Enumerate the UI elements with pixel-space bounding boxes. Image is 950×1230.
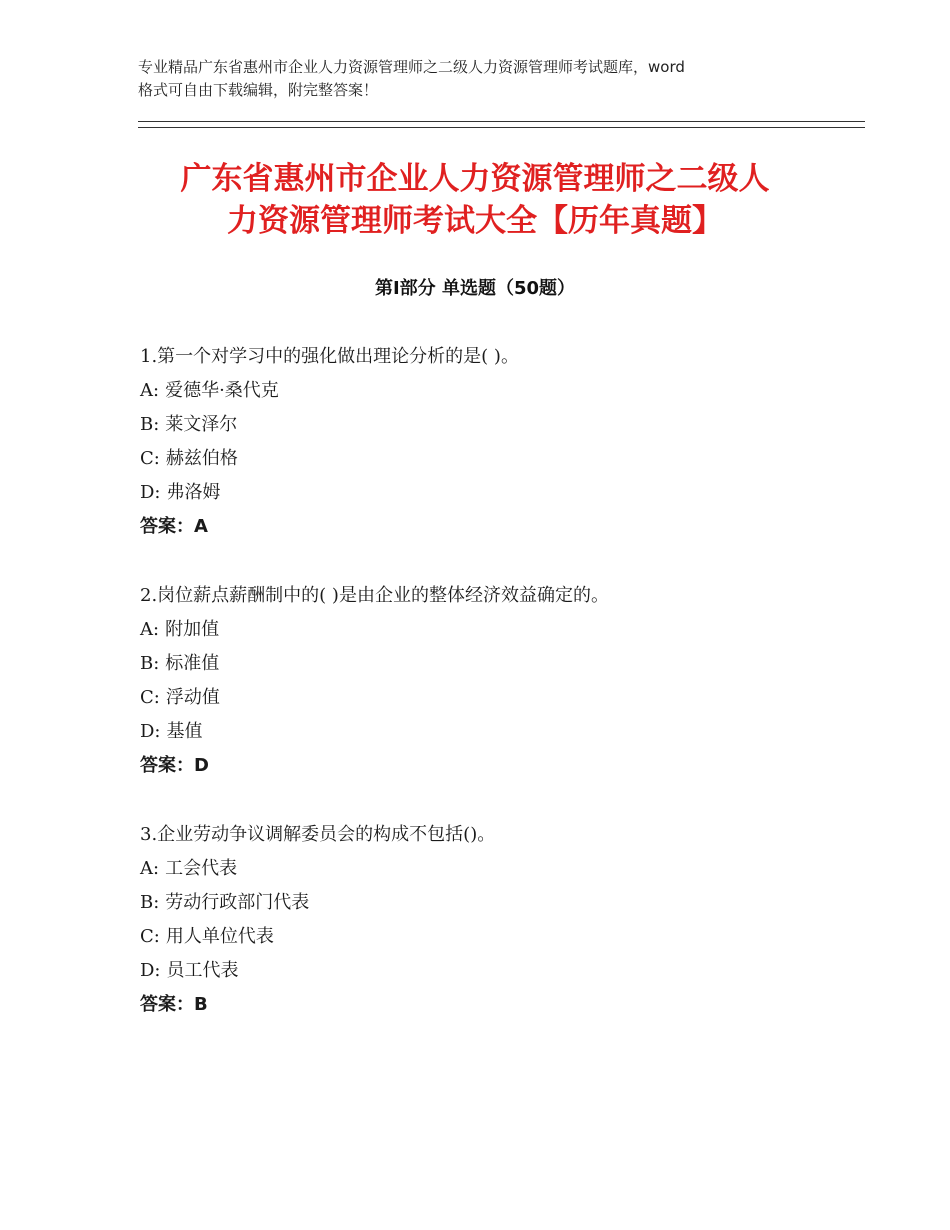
option-text: 基值 xyxy=(166,721,203,742)
option-text: 爱德华·桑代克 xyxy=(165,380,279,401)
option-a xyxy=(140,852,860,886)
option-c xyxy=(140,681,860,715)
question-stem: 2.岗位薪点薪酬制中的( )是由企业的整体经济效益确定的。 xyxy=(140,585,609,606)
option-letter: A: xyxy=(140,619,160,640)
option-b xyxy=(140,408,860,442)
question-stem: 3.企业劳动争议调解委员会的构成不包括()。 xyxy=(140,824,496,845)
option-a xyxy=(140,613,860,647)
option-text: 用人单位代表 xyxy=(165,926,274,947)
section-heading: 第Ⅰ部分 单选题（50题） xyxy=(374,278,575,299)
question-2 xyxy=(140,579,860,783)
option-text: 莱文泽尔 xyxy=(165,414,238,435)
option-b xyxy=(140,886,860,920)
option-c xyxy=(140,442,860,476)
document-title-line-2: 力资源管理师考试大全【历年真题】 xyxy=(227,203,723,239)
option-letter: A: xyxy=(140,858,160,879)
option-letter: A: xyxy=(140,380,160,401)
question-1 xyxy=(140,340,860,544)
option-text: 工会代表 xyxy=(165,858,238,879)
option-d xyxy=(140,476,860,510)
option-text: 附加值 xyxy=(165,619,220,640)
option-d xyxy=(140,715,860,749)
option-text: 弗洛姆 xyxy=(166,482,221,503)
option-letter: B: xyxy=(140,892,160,913)
option-letter: C: xyxy=(140,687,160,708)
option-letter: D: xyxy=(140,960,161,981)
answer-line: 答案：D xyxy=(140,755,209,776)
option-letter: B: xyxy=(140,653,160,674)
document-title-line-1: 广东省惠州市企业人力资源管理师之二级人 xyxy=(180,161,770,197)
option-text: 浮动值 xyxy=(165,687,220,708)
option-letter: C: xyxy=(140,926,160,947)
header-note-line-1: 专业精品广东省惠州市企业人力资源管理师之二级人力资源管理师考试题库，word xyxy=(138,58,685,76)
document-title xyxy=(0,158,950,242)
option-c xyxy=(140,920,860,954)
header-note-line-2: 格式可自由下载编辑，附完整答案！ xyxy=(138,81,379,99)
option-d xyxy=(140,954,860,988)
option-a xyxy=(140,374,860,408)
answer-line: 答案：B xyxy=(140,994,208,1015)
option-letter: D: xyxy=(140,482,161,503)
option-letter: C: xyxy=(140,448,160,469)
option-text: 赫兹伯格 xyxy=(165,448,238,469)
option-text: 员工代表 xyxy=(166,960,239,981)
question-3 xyxy=(140,818,860,1022)
option-text: 劳动行政部门代表 xyxy=(165,892,310,913)
option-letter: D: xyxy=(140,721,161,742)
option-text: 标准值 xyxy=(165,653,220,674)
option-b xyxy=(140,647,860,681)
question-stem: 1.第一个对学习中的强化做出理论分析的是( )。 xyxy=(140,346,519,367)
answer-line: 答案：A xyxy=(140,516,208,537)
header-divider xyxy=(138,121,865,128)
document-header-note xyxy=(138,56,838,102)
option-letter: B: xyxy=(140,414,160,435)
